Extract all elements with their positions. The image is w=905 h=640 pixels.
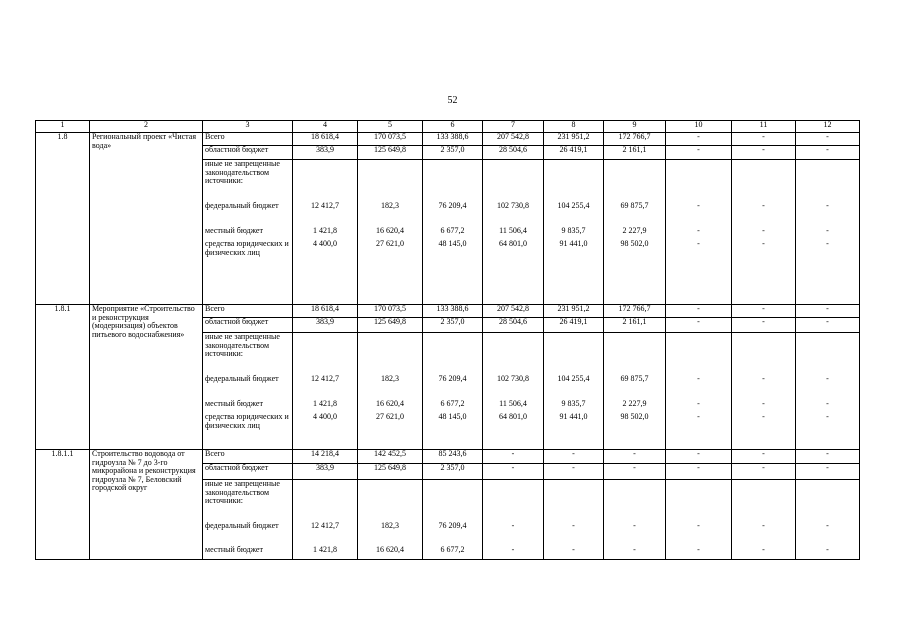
value-cell-group xyxy=(732,160,796,305)
value-cell: - xyxy=(826,545,829,554)
value-cell: 12 412,7 xyxy=(311,521,339,530)
value-cell: - xyxy=(697,399,700,408)
source-label: федеральный бюджет xyxy=(205,374,279,383)
source-label-group xyxy=(203,160,293,305)
value-cell-group xyxy=(293,333,358,450)
value-cell: - xyxy=(796,464,860,480)
header-cell: 6 xyxy=(423,121,483,133)
source-label: иные не запрещенные законодательством источники: xyxy=(205,479,280,505)
header-cell: 9 xyxy=(604,121,666,133)
header-row xyxy=(36,121,860,133)
spacer xyxy=(668,480,729,522)
header-cell: 1 xyxy=(36,121,90,133)
source-label: местный бюджет xyxy=(205,545,263,554)
source-label: местный бюджет xyxy=(205,399,263,408)
value-cell: - xyxy=(697,412,700,421)
value-cell: 2 227,9 xyxy=(622,399,647,408)
source-label: иные не запрещенные законодательством источники: xyxy=(205,159,280,185)
value-cell: 207 542,8 xyxy=(483,305,544,318)
value-cell: 133 388,6 xyxy=(423,305,483,318)
value-cell: 125 649,8 xyxy=(358,146,423,160)
spacer xyxy=(546,160,601,202)
spacer xyxy=(734,333,793,375)
value-cell: - xyxy=(697,239,700,248)
value-cell: 28 504,6 xyxy=(483,146,544,160)
value-cell: - xyxy=(796,305,860,318)
header-cell: 12 xyxy=(796,121,860,133)
value-cell-group xyxy=(423,160,483,305)
value-cell: - xyxy=(572,521,575,530)
source-label-group xyxy=(203,480,293,560)
value-cell: 4 400,0 xyxy=(313,412,337,421)
value-cell: 64 801,0 xyxy=(499,239,527,248)
value-cell-group xyxy=(358,160,423,305)
spacer xyxy=(425,480,480,522)
value-cell-group xyxy=(666,333,732,450)
value-cell: 383,9 xyxy=(293,146,358,160)
source-label-group xyxy=(203,333,293,450)
table-row xyxy=(36,133,860,146)
value-cell-group xyxy=(796,333,860,450)
value-cell: 2 161,1 xyxy=(604,146,666,160)
value-cell: 170 073,5 xyxy=(358,133,423,146)
value-cell: - xyxy=(633,545,636,554)
value-cell: 16 620,4 xyxy=(376,545,404,554)
value-cell-group xyxy=(293,160,358,305)
source-label: областной бюджет xyxy=(203,146,293,160)
value-cell: - xyxy=(796,133,860,146)
header-cell: 8 xyxy=(544,121,604,133)
value-cell: - xyxy=(666,305,732,318)
value-cell: - xyxy=(604,464,666,480)
spacer xyxy=(668,333,729,375)
budget-table xyxy=(35,120,860,560)
value-cell: - xyxy=(762,412,765,421)
value-cell: - xyxy=(604,450,666,464)
spacer xyxy=(425,160,480,202)
value-cell: 26 419,1 xyxy=(544,318,604,333)
value-cell-group xyxy=(666,480,732,560)
value-cell-group xyxy=(604,333,666,450)
header-cell: 11 xyxy=(732,121,796,133)
value-cell: 76 209,4 xyxy=(438,201,467,210)
spacer xyxy=(606,480,663,522)
value-cell: 182,3 xyxy=(381,201,399,210)
spacer xyxy=(295,160,355,202)
value-cell: 85 243,6 xyxy=(423,450,483,464)
value-cell: 48 145,0 xyxy=(438,412,467,421)
value-cell: 125 649,8 xyxy=(358,318,423,333)
value-cell-group xyxy=(732,480,796,560)
value-cell: 231 951,2 xyxy=(544,133,604,146)
value-cell: 69 875,7 xyxy=(620,374,649,383)
value-cell-group xyxy=(604,480,666,560)
value-cell: 383,9 xyxy=(293,464,358,480)
value-cell: 170 073,5 xyxy=(358,305,423,318)
value-cell-group xyxy=(544,333,604,450)
value-cell: - xyxy=(572,545,575,554)
spacer xyxy=(798,333,857,375)
header-cell: 10 xyxy=(666,121,732,133)
value-cell: - xyxy=(826,399,829,408)
spacer xyxy=(546,480,601,522)
value-cell-group xyxy=(544,160,604,305)
value-cell: 16 620,4 xyxy=(376,226,404,235)
value-cell: - xyxy=(633,521,636,530)
value-cell: - xyxy=(796,450,860,464)
value-cell: - xyxy=(666,146,732,160)
source-label: федеральный бюджет xyxy=(205,521,279,530)
value-cell-group xyxy=(293,480,358,560)
value-cell: - xyxy=(762,239,765,248)
spacer xyxy=(485,160,541,202)
value-cell: 27 621,0 xyxy=(376,239,404,248)
item-code: 1.8.1 xyxy=(36,305,90,450)
value-cell: - xyxy=(826,412,829,421)
value-cell: 11 506,4 xyxy=(499,226,527,235)
value-cell: 11 506,4 xyxy=(499,399,527,408)
spacer xyxy=(360,480,420,522)
value-cell: 9 835,7 xyxy=(561,399,586,408)
value-cell-group xyxy=(483,160,544,305)
spacer xyxy=(798,160,857,202)
value-cell: 383,9 xyxy=(293,318,358,333)
value-cell: - xyxy=(697,545,700,554)
value-cell: - xyxy=(697,201,700,210)
value-cell: - xyxy=(666,450,732,464)
value-cell: 2 161,1 xyxy=(604,318,666,333)
value-cell: 91 441,0 xyxy=(559,412,588,421)
value-cell: - xyxy=(732,464,796,480)
value-cell: 2 357,0 xyxy=(423,318,483,333)
source-label: иные не запрещенные законодательством источники: xyxy=(205,332,280,358)
header-cell: 3 xyxy=(203,121,293,133)
value-cell: - xyxy=(511,545,515,554)
value-cell: 12 412,7 xyxy=(311,201,339,210)
header-cell: 4 xyxy=(293,121,358,133)
spacer xyxy=(425,333,480,375)
value-cell: 1 421,8 xyxy=(313,399,337,408)
value-cell: - xyxy=(732,133,796,146)
spacer xyxy=(295,480,355,522)
header-cell: 7 xyxy=(483,121,544,133)
value-cell: - xyxy=(483,450,544,464)
spacer xyxy=(546,333,601,375)
value-cell: - xyxy=(796,318,860,333)
item-name: Мероприятие «Строительство и реконструкция (модернизация) объектов питьевого водоснабжения» xyxy=(90,305,203,450)
value-cell-group xyxy=(604,160,666,305)
value-cell: - xyxy=(483,464,544,480)
value-cell: - xyxy=(732,450,796,464)
value-cell: 18 618,4 xyxy=(293,133,358,146)
value-cell: 2 227,9 xyxy=(622,226,647,235)
spacer xyxy=(734,160,793,202)
value-cell-group xyxy=(732,333,796,450)
value-cell: - xyxy=(697,521,700,530)
value-cell-group xyxy=(796,480,860,560)
value-cell: 102 730,8 xyxy=(497,374,529,383)
spacer xyxy=(668,160,729,202)
value-cell: 76 209,4 xyxy=(438,374,467,383)
value-cell: - xyxy=(762,226,765,235)
value-cell: - xyxy=(762,521,765,530)
value-cell: 182,3 xyxy=(381,374,399,383)
value-cell: 14 218,4 xyxy=(293,450,358,464)
value-cell: - xyxy=(666,133,732,146)
spacer xyxy=(734,480,793,522)
value-cell: 98 502,0 xyxy=(620,412,649,421)
spacer xyxy=(606,333,663,375)
source-label: федеральный бюджет xyxy=(205,201,279,210)
value-cell: - xyxy=(666,318,732,333)
value-cell: 76 209,4 xyxy=(438,521,467,530)
table-row xyxy=(36,450,860,464)
value-cell: 69 875,7 xyxy=(620,201,649,210)
item-code: 1.8.1.1 xyxy=(36,450,90,560)
item-name: Строительство водовода от гидроузла № 7 до 3-го микрорайона и реконструкция гидроузла № 7, Беловский городской округ xyxy=(90,450,203,560)
value-cell-group xyxy=(423,480,483,560)
value-cell: 125 649,8 xyxy=(358,464,423,480)
value-cell: - xyxy=(732,305,796,318)
value-cell: 104 255,4 xyxy=(557,201,590,210)
value-cell: 1 421,8 xyxy=(313,545,337,554)
value-cell: 6 677,2 xyxy=(440,399,465,408)
value-cell-group xyxy=(483,333,544,450)
spacer xyxy=(360,333,420,375)
source-label: областной бюджет xyxy=(203,318,293,333)
value-cell: - xyxy=(732,146,796,160)
value-cell-group xyxy=(358,480,423,560)
item-code: 1.8 xyxy=(36,133,90,305)
spacer xyxy=(485,333,541,375)
value-cell: 102 730,8 xyxy=(497,201,529,210)
value-cell: 48 145,0 xyxy=(438,239,467,248)
source-label: средства юридических и физических лиц xyxy=(205,412,289,430)
spacer xyxy=(606,160,663,202)
value-cell-group xyxy=(483,480,544,560)
value-cell: 27 621,0 xyxy=(376,412,404,421)
header-cell: 2 xyxy=(90,121,203,133)
value-cell: 1 421,8 xyxy=(313,226,337,235)
value-cell: - xyxy=(697,374,700,383)
value-cell: 26 419,1 xyxy=(544,146,604,160)
value-cell: - xyxy=(666,464,732,480)
value-cell: - xyxy=(732,318,796,333)
value-cell: 2 357,0 xyxy=(423,464,483,480)
source-label: Всего xyxy=(203,450,293,464)
value-cell: - xyxy=(796,146,860,160)
value-cell: 4 400,0 xyxy=(313,239,337,248)
item-name: Региональный проект «Чистая вода» xyxy=(90,133,203,305)
value-cell: - xyxy=(762,201,765,210)
value-cell: 98 502,0 xyxy=(620,239,649,248)
source-label: местный бюджет xyxy=(205,226,263,235)
value-cell: - xyxy=(826,239,829,248)
source-label: областной бюджет xyxy=(203,464,293,480)
value-cell: 172 766,7 xyxy=(604,133,666,146)
spacer xyxy=(295,333,355,375)
source-label: средства юридических и физических лиц xyxy=(205,239,289,257)
value-cell: - xyxy=(762,545,765,554)
value-cell: 16 620,4 xyxy=(376,399,404,408)
spacer xyxy=(360,160,420,202)
value-cell: - xyxy=(826,226,829,235)
value-cell-group xyxy=(666,160,732,305)
page-number: 52 xyxy=(447,95,458,106)
value-cell: 104 255,4 xyxy=(557,374,590,383)
value-cell: 142 452,5 xyxy=(358,450,423,464)
value-cell-group xyxy=(544,480,604,560)
value-cell: 172 766,7 xyxy=(604,305,666,318)
value-cell: 182,3 xyxy=(381,521,399,530)
value-cell: 12 412,7 xyxy=(311,374,339,383)
value-cell: 18 618,4 xyxy=(293,305,358,318)
spacer xyxy=(798,480,857,522)
value-cell: 28 504,6 xyxy=(483,318,544,333)
value-cell: 2 357,0 xyxy=(423,146,483,160)
header-cell: 5 xyxy=(358,121,423,133)
value-cell: 91 441,0 xyxy=(559,239,588,248)
value-cell: - xyxy=(697,226,700,235)
value-cell: - xyxy=(762,374,765,383)
value-cell: 6 677,2 xyxy=(440,545,465,554)
source-label: Всего xyxy=(203,133,293,146)
value-cell: 133 388,6 xyxy=(423,133,483,146)
source-label: Всего xyxy=(203,305,293,318)
value-cell: - xyxy=(544,450,604,464)
value-cell-group xyxy=(423,333,483,450)
value-cell: - xyxy=(826,201,829,210)
value-cell: 64 801,0 xyxy=(499,412,527,421)
value-cell: - xyxy=(511,521,515,530)
value-cell: 9 835,7 xyxy=(561,226,586,235)
value-cell-group xyxy=(358,333,423,450)
value-cell: - xyxy=(762,399,765,408)
value-cell: - xyxy=(544,464,604,480)
value-cell: - xyxy=(826,374,829,383)
value-cell: 231 951,2 xyxy=(544,305,604,318)
value-cell: 207 542,8 xyxy=(483,133,544,146)
spacer xyxy=(485,480,541,522)
value-cell: - xyxy=(826,521,829,530)
value-cell-group xyxy=(796,160,860,305)
table-row xyxy=(36,305,860,318)
value-cell: 6 677,2 xyxy=(440,226,465,235)
